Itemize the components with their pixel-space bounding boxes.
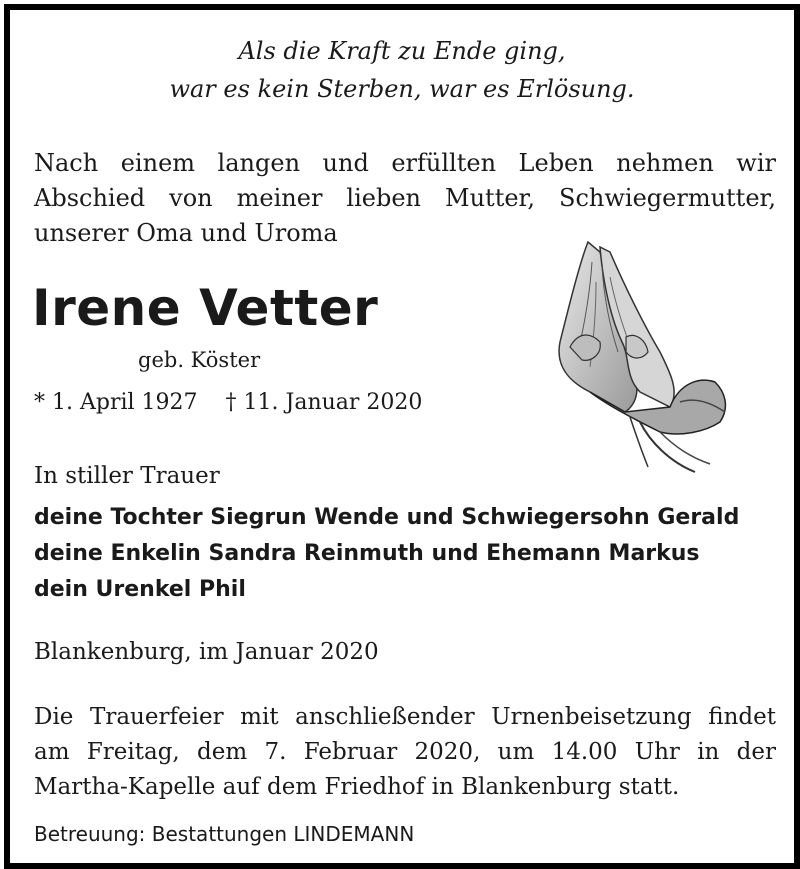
funeral-home: Betreuung: Bestattungen LINDEMANN bbox=[34, 822, 415, 846]
obituary-frame bbox=[4, 4, 800, 869]
motto-line-2: war es kein Sterben, war es Erlösung. bbox=[169, 75, 635, 103]
motto-line-1: Als die Kraft zu Ende ging, bbox=[238, 37, 566, 65]
funeral-service-info bbox=[34, 700, 776, 805]
death-date: † 11. Januar 2020 bbox=[225, 390, 423, 415]
birth-date: * 1. April 1927 bbox=[34, 390, 198, 415]
intro-line-2: Abschied von meiner lieben Mutter, Schwiegermutter, bbox=[34, 184, 776, 212]
service-line-1: Die Trauerfeier mit anschließender Urnenbeisetzung findet bbox=[34, 704, 776, 730]
service-line-2: am Freitag, dem 7. Februar 2020, um 14.00 Uhr in der bbox=[34, 739, 776, 765]
deceased-name: Irene Vetter bbox=[32, 279, 379, 337]
mourner-line-3: dein Urenkel Phil bbox=[34, 577, 246, 602]
life-dates bbox=[34, 388, 422, 418]
motto bbox=[10, 32, 794, 108]
mourner-line-1: deine Tochter Siegrun Wende und Schwiegersohn Gerald bbox=[34, 505, 740, 530]
praying-hands-icon bbox=[530, 232, 750, 482]
service-line-3: Martha-Kapelle auf dem Friedhof in Blankenburg statt. bbox=[34, 774, 680, 800]
mourning-intro: In stiller Trauer bbox=[34, 463, 220, 489]
intro-line-3: unserer Oma und Uroma bbox=[34, 219, 338, 247]
place-and-date: Blankenburg, im Januar 2020 bbox=[34, 639, 379, 665]
mourners-list bbox=[34, 500, 739, 608]
maiden-name: geb. Köster bbox=[138, 348, 261, 372]
intro-line-1: Nach einem langen und erfüllten Leben nehmen wir bbox=[34, 149, 776, 177]
mourner-line-2: deine Enkelin Sandra Reinmuth und Ehemann Markus bbox=[34, 541, 700, 566]
